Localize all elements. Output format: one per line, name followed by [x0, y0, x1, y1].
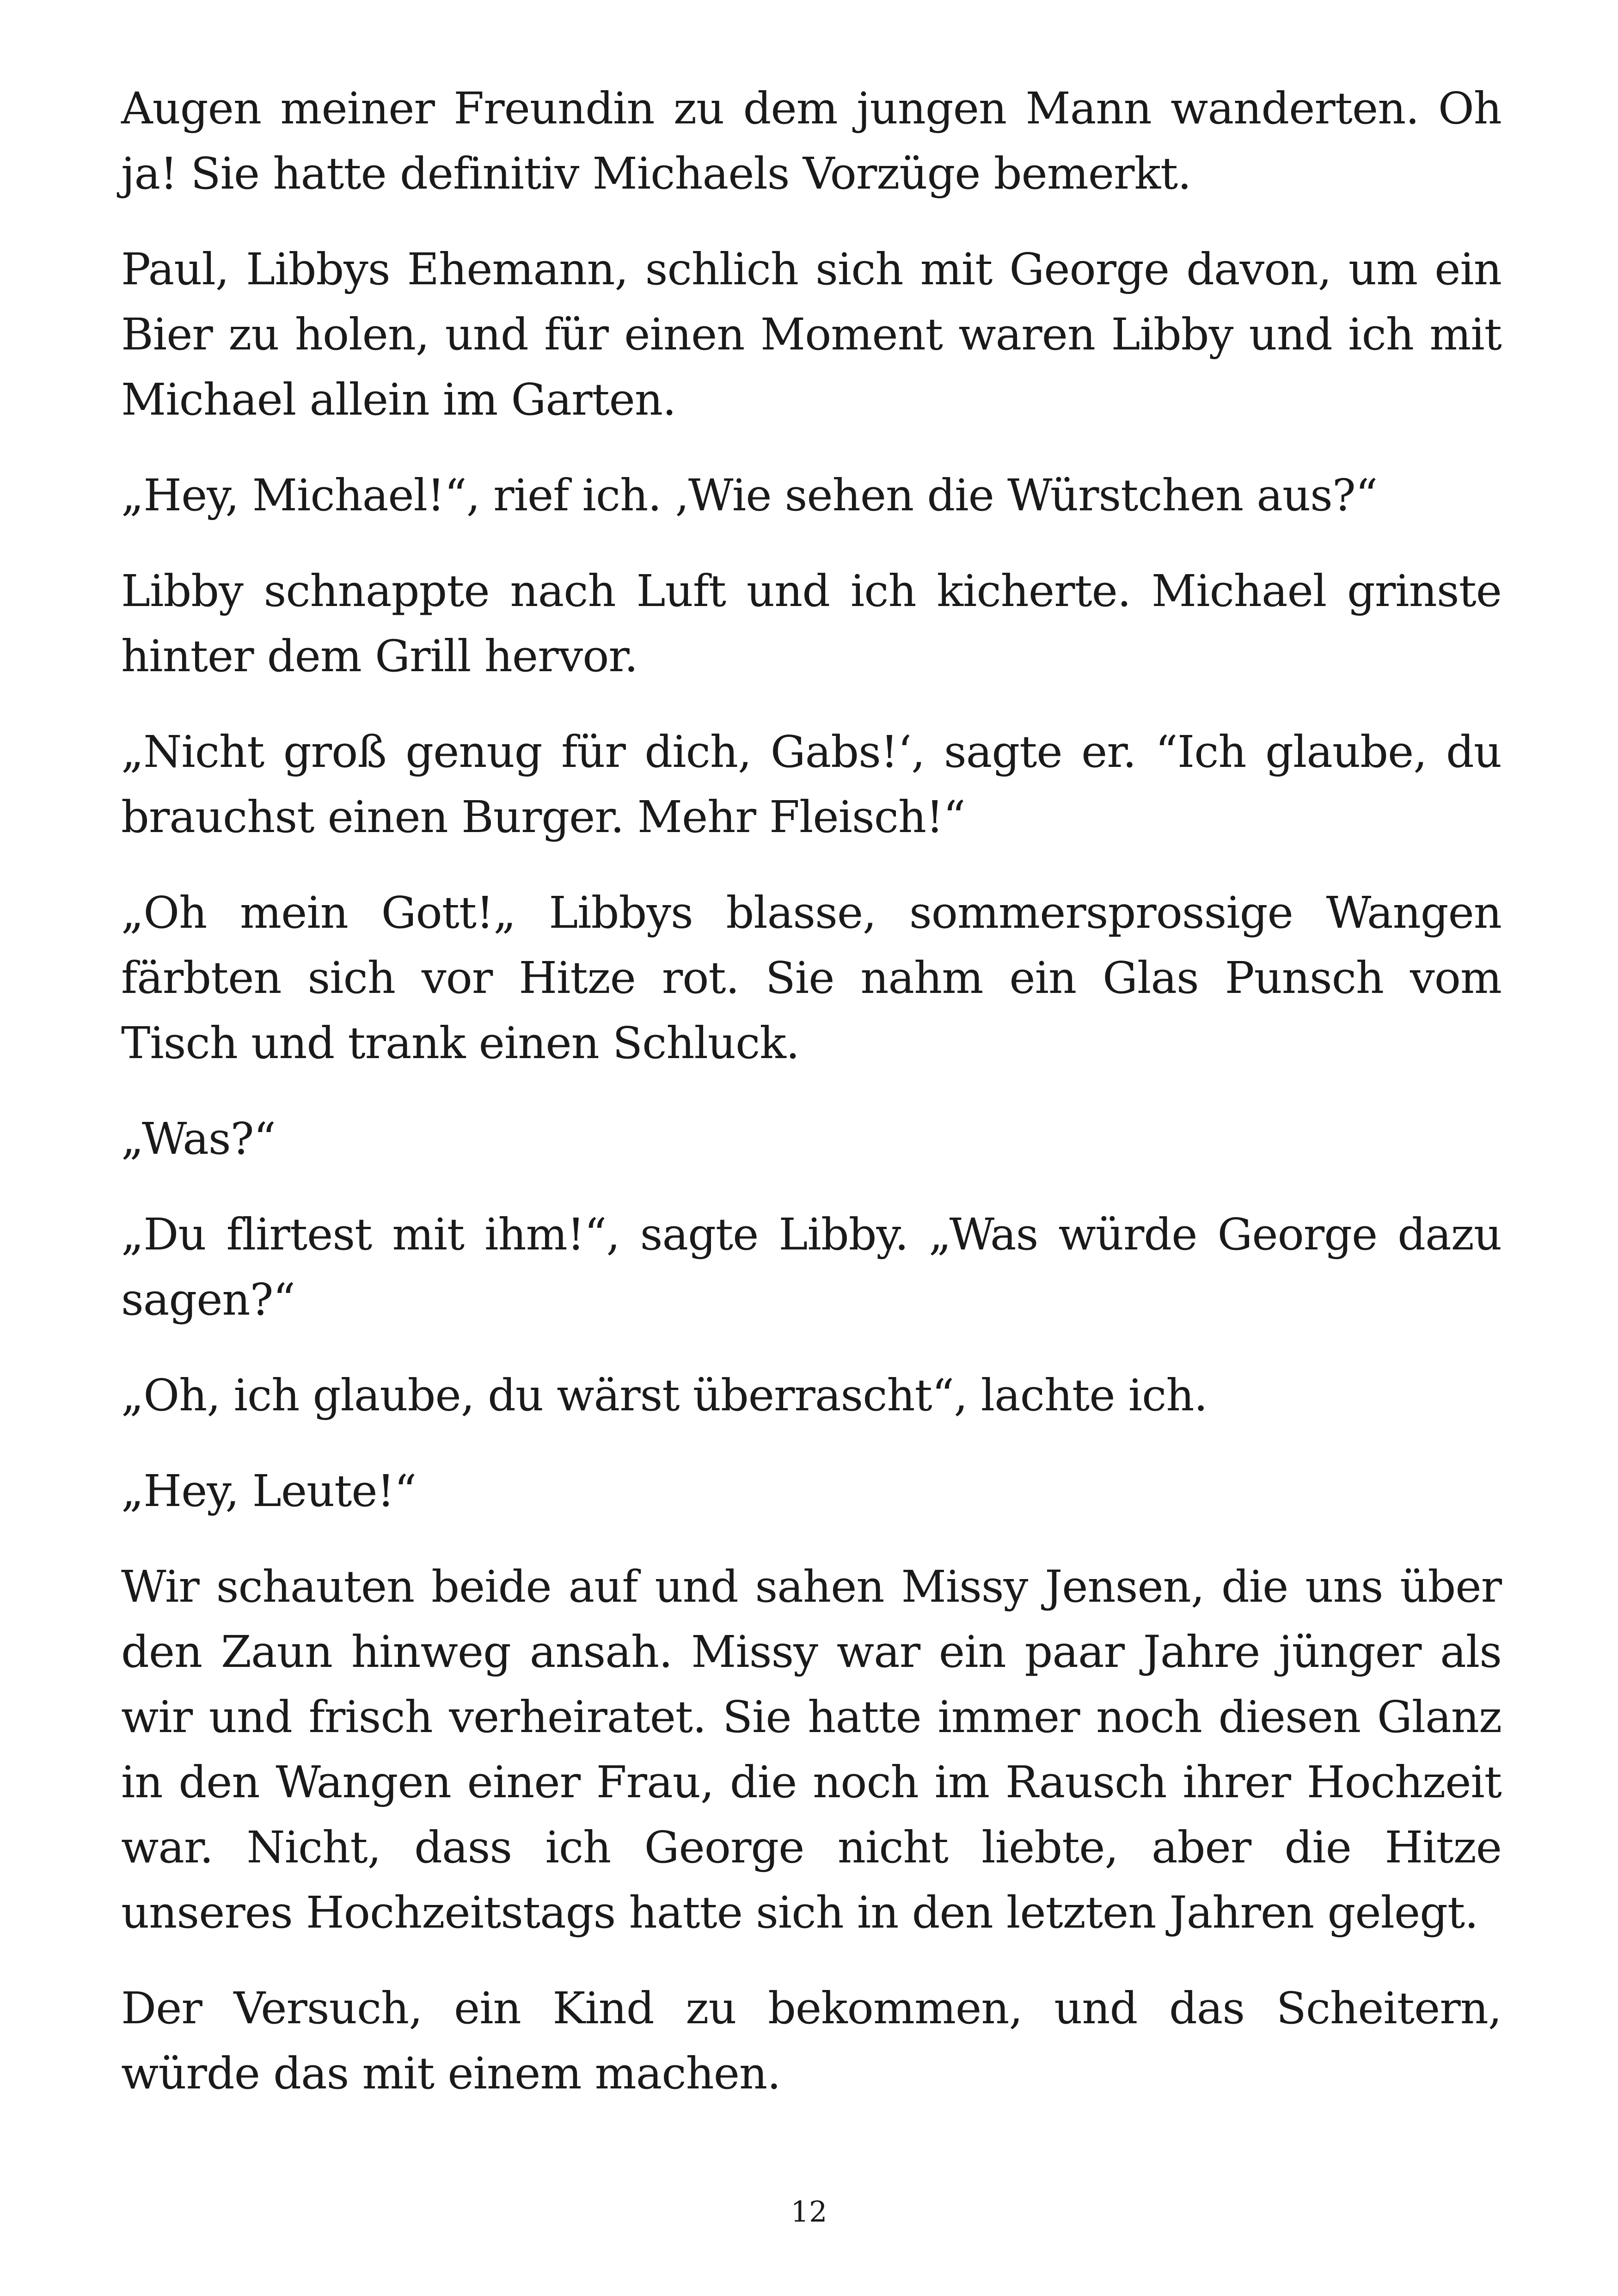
body-text [121, 76, 1502, 2137]
paragraph: „Oh, ich glaube, du wärst überrascht“, lachte ich. [121, 1370, 1207, 1421]
paragraph: Augen meiner Freundin zu dem jungen Mann wanderten. Oh ja! Sie hatte definitiv Michaels Vorzüge bemerkt. [121, 83, 1502, 199]
paragraph: „Oh mein Gott!„ Libbys blasse, sommersprossige Wangen färbten sich vor Hitze rot. Sie nahm ein Glas Punsch vom Tisch und trank einen Schluck. [121, 888, 1502, 1069]
paragraph: Der Versuch, ein Kind zu bekommen, und das Scheitern, würde das mit einem machen. [121, 1983, 1502, 2099]
paragraph: „Hey, Leute!“ [121, 1466, 417, 1517]
page-number: 12 [791, 2195, 827, 2229]
paragraph: Paul, Libbys Ehemann, schlich sich mit George davon, um ein Bier zu holen, und für einen Moment waren Libby und ich mit Michael allein im Garten. [121, 244, 1502, 425]
paragraph: Wir schauten beide auf und sahen Missy Jensen, die uns über den Zaun hinweg ansah. Missy war ein paar Jahre jünger als wir und frisch verheiratet. Sie hatte immer noch diesen Glanz in den Wangen einer Frau, die noch im Rausch ihrer Hochzeit war. Nicht, dass ich George nicht liebte, aber die Hitze unseres Hochzeitstags hatte sich in den letzten Jahren gelegt. [121, 1561, 1502, 1938]
paragraph: „Du flirtest mit ihm!“, sagte Libby. „Was würde George dazu sagen?“ [121, 1209, 1502, 1325]
paragraph: Libby schnappte nach Luft und ich kicherte. Michael grinste hinter dem Grill hervor. [121, 566, 1502, 682]
paragraph: „Hey, Michael!“, rief ich. ‚Wie sehen die Würstchen aus?“ [121, 470, 1378, 521]
paragraph: „Nicht groß genug für dich, Gabs!‘, sagte er. “Ich glaube, du brauchst einen Burger. Mehr Fleisch!“ [121, 727, 1502, 843]
paragraph: „Was?“ [121, 1114, 276, 1164]
